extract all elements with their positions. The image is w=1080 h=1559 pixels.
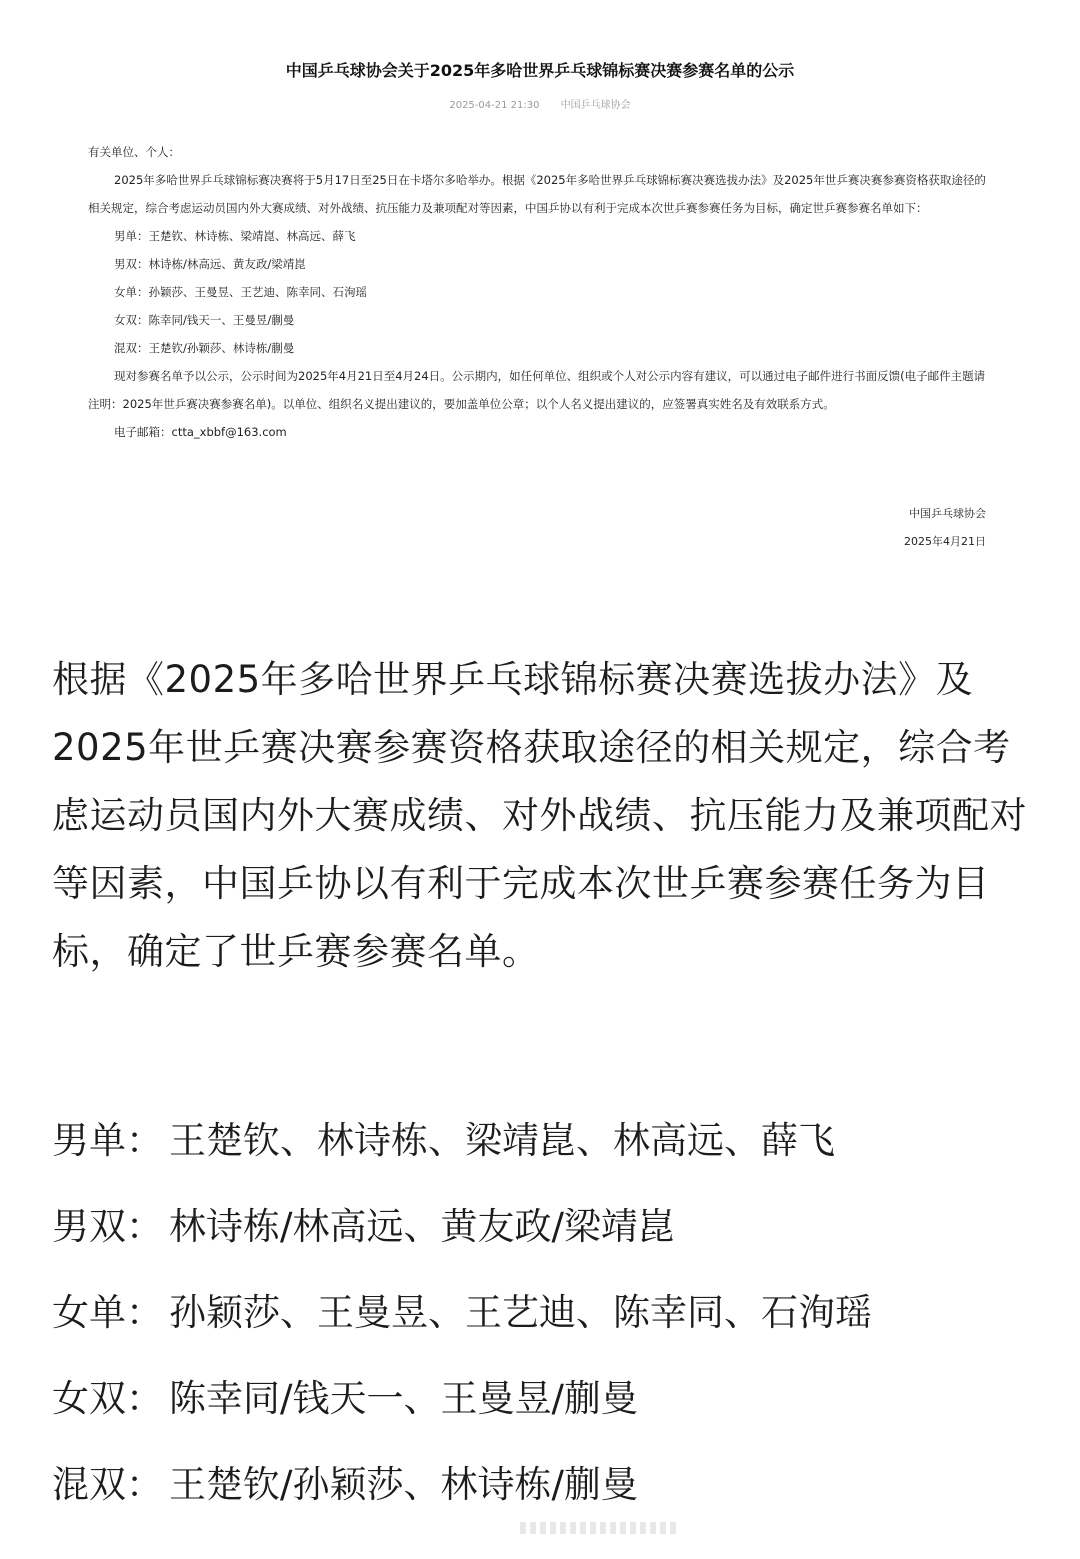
notice-source: 中国乒乓球协会	[560, 100, 631, 111]
notice-roster-item: 男双：林诗栋/林高远、黄友政/梁靖崑	[114, 257, 306, 271]
notice-roster-item: 女双：陈幸同/钱天一、王曼昱/蒯曼	[114, 313, 295, 327]
watermark-dots	[520, 1522, 680, 1534]
summary-paragraph: 根据《2025年多哈世界乒乓球锦标赛决赛选拔办法》及2025年世乒赛决赛参赛资格获取途径的相关规定，综合考虑运动员国内外大赛成绩、对外战绩、抗压能力及兼项配对等因素，中国乒协以有利于完成本次世乒赛参赛任务为目标，确定了世乒赛参赛名单。	[52, 658, 1027, 973]
notice-roster-item: 男单：王楚钦、林诗栋、梁靖崑、林高远、薛飞	[114, 229, 356, 243]
roster-list	[52, 1106, 1037, 1536]
notice-publicity: 现对参赛名单予以公示，公示时间为2025年4月21日至4月24日。公示期内，如任何单位、组织或个人对公示内容有建议，可以通过电子邮件进行书面反馈(电子邮件主题请注明：2025年世乒赛决赛参赛名单)。以单位、组织名义提出建议的，要加盖单位公章；以个人名义提出建议的，应签署真实姓名及有效联系方式。	[88, 369, 986, 411]
roster-names: 陈幸同/钱天一、王曼昱/蒯曼	[169, 1377, 638, 1420]
signature-date: 2025年4月21日	[904, 535, 986, 548]
notice-meta	[0, 96, 1080, 111]
roster-category: 女双：	[52, 1377, 163, 1420]
notice-intro: 2025年多哈世界乒乓球锦标赛决赛将于5月17日至25日在卡塔尔多哈举办。根据《2025年多哈世界乒乓球锦标赛决赛选拔办法》及2025年世乒赛决赛参赛资格获取途径的相关规定，综合考虑运动员国内外大赛成绩、对外战绩、抗压能力及兼项配对等因素，中国乒协以有利于完成本次世乒赛参赛任务为目标，确定世乒赛参赛名单如下：	[88, 173, 986, 215]
roster-names: 王楚钦、林诗栋、梁靖崑、林高远、薛飞	[169, 1119, 835, 1162]
roster-names: 孙颖莎、王曼昱、王艺迪、陈幸同、石洵瑶	[169, 1291, 872, 1334]
notice-body	[88, 138, 988, 446]
notice-date: 2025-04-21 21:30	[449, 100, 540, 111]
signature-org: 中国乒乓球协会	[909, 507, 986, 520]
notice-signature	[904, 500, 986, 556]
roster-category: 混双：	[52, 1463, 163, 1506]
roster-names: 王楚钦/孙颖莎、林诗栋/蒯曼	[169, 1463, 638, 1506]
roster-category: 男单：	[52, 1119, 163, 1162]
notice-screenshot	[0, 0, 1080, 590]
roster-row	[52, 1278, 1037, 1364]
notice-salutation: 有关单位、个人：	[88, 145, 180, 159]
notice-email: 电子邮箱：ctta_xbbf@163.com	[114, 425, 287, 439]
roster-category: 男双：	[52, 1205, 163, 1248]
roster-names: 林诗栋/林高远、黄友政/梁靖崑	[169, 1205, 675, 1248]
roster-category: 女单：	[52, 1291, 163, 1334]
roster-row	[52, 1364, 1037, 1450]
notice-roster-item: 女单：孙颖莎、王曼昱、王艺迪、陈幸同、石洵瑶	[114, 285, 367, 299]
notice-roster-item: 混双：王楚钦/孙颖莎、林诗栋/蒯曼	[114, 341, 295, 355]
notice-title: 中国乒乓球协会关于2025年多哈世界乒乓球锦标赛决赛参赛名单的公示	[285, 61, 795, 80]
roster-row	[52, 1106, 1037, 1192]
roster-row	[52, 1192, 1037, 1278]
